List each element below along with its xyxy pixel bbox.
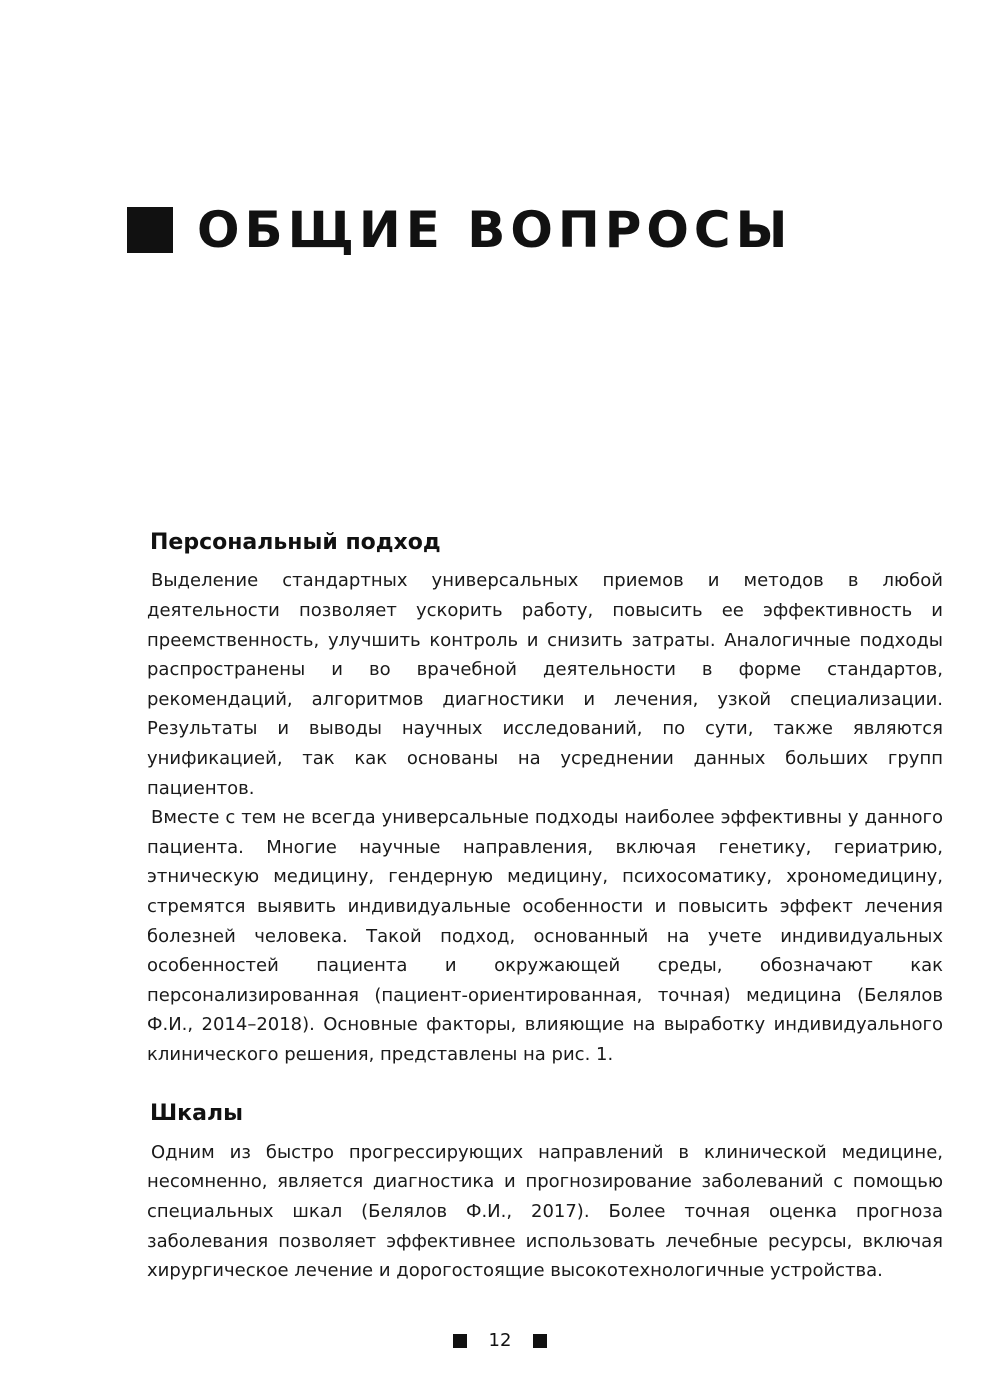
page-number: 12	[488, 1330, 512, 1351]
section-scales	[147, 1101, 943, 1285]
page-footer	[0, 1330, 1000, 1351]
chapter-title: ОБЩИЕ ВОПРОСЫ	[197, 201, 793, 259]
paragraph: Выделение стандартных универсальных приемов и методов в любой деятельности позволяет ускорить работу, повысить ее эффективность и преемственность, улучшить контроль и снизить затраты. Аналогичные подходы распространены и во врачебной деятельности в форме стандартов, рекомендаций, алгоритмов диагностики и лечения, узкой специализации. Результаты и выводы научных исследований, по сути, также являются унификацией, так как основаны на усреднении данных больших групп пациентов.	[147, 570, 943, 799]
chapter-header	[127, 201, 793, 259]
section-personal-approach	[147, 530, 943, 1069]
page-content	[147, 530, 943, 1286]
footer-square-icon	[453, 1334, 467, 1348]
section-heading: Шкалы	[150, 1101, 243, 1127]
section-heading: Персональный подход	[150, 530, 441, 555]
paragraph: Одним из быстро прогрессирующих направлений в клинической медицине, несомненно, является диагностика и прогнозирование заболеваний с помощью специальных шкал (Белялов Ф.И., 2017). Более точная оценка прогноза заболевания позволяет эффективнее использовать лечебные ресурсы, включая хирургическое лечение и дорогостоящие высокотехнологичные устройства.	[147, 1141, 943, 1282]
chapter-square-icon	[127, 207, 173, 253]
footer-square-icon	[533, 1334, 547, 1348]
paragraph: Вместе с тем не всегда универсальные подходы наиболее эффективны у данного пациента. Многие научные направления, включая генетику, гериатрию, этническую медицину, гендерную медицину, психосоматику, хрономедицину, стремятся выявить индивидуальные особенности и повысить эффект лечения болезней человека. Такой подход, основанный на учете индивидуальных особенностей пациента и окружающей среды, обозначают как персонализированная (пациент-ориентированная, точная) медицина (Белялов Ф.И., 2014–2018). Основные факторы, влияющие на выработку индивидуального клинического решения, представлены на рис. 1.	[147, 807, 943, 1065]
